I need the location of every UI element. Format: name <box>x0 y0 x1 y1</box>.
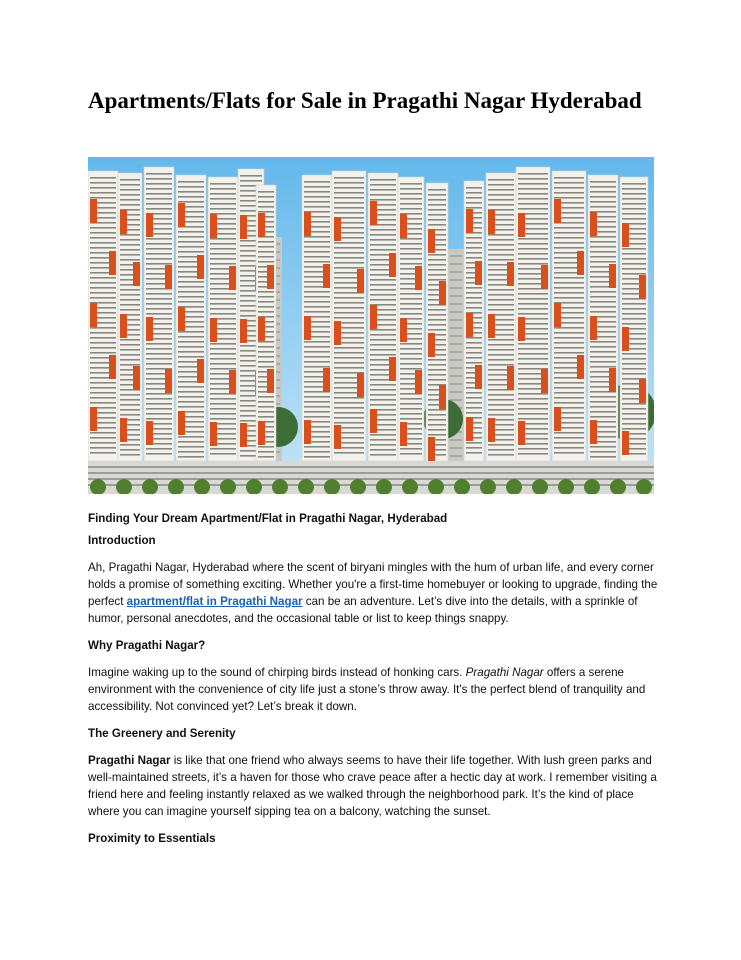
greenery-bold: Pragathi Nagar <box>88 754 171 767</box>
main-subheading: Finding Your Dream Apartment/Flat in Pragathi Nagar, Hyderabad <box>88 512 448 525</box>
why-text: Imagine waking up to the sound of chirping birds instead of honking cars. <box>88 666 466 679</box>
greenery-heading: The Greenery and Serenity <box>88 727 236 740</box>
why-heading: Why Pragathi Nagar? <box>88 639 206 652</box>
why-paragraph <box>88 664 658 715</box>
intro-paragraph <box>88 559 658 627</box>
intro-text: Ah, Pragathi Nagar, Hyderabad where the scent of biryani mingles with the hum of urban life, and every corner holds a promise of something exciting. Whether you're a first-time homebuyer or looking to upgrade, finding the perfect <box>88 561 658 608</box>
why-emphasis: Pragathi Nagar <box>465 666 544 679</box>
pragathi-nagar-link[interactable]: apartment/flat in Pragathi Nagar <box>126 595 303 608</box>
proximity-heading: Proximity to Essentials <box>88 832 216 845</box>
greenery-text: is like that one friend who always seems to have their life together. With lush green parks and well-maintained streets, it’s a haven for those who crave peace after a hectic day at work. I remember visiting a friend here and feeling instantly relaxed as we walked through the neighborhood park. It’s the kind of place where you can imagine yourself sipping tea on a balcony, watching the sunset. <box>88 754 657 818</box>
introduction-heading: Introduction <box>88 534 156 547</box>
intro-text-end: can be an adventure. Let’s dive into the details, with a sprinkle of humor, personal anecdotes, and the occasional table or list to keep things snappy. <box>88 595 638 625</box>
why-text-end: offers a serene environment with the convenience of city life just a stone’s throw away. It's the perfect blend of tranquility and accessibility. Not convinced yet? Let’s break it down. <box>88 666 646 713</box>
apartment-towers-image <box>88 157 654 494</box>
article-body <box>88 510 658 847</box>
page-title: Apartments/Flats for Sale in Pragathi Nagar Hyderabad <box>88 88 642 113</box>
greenery-paragraph <box>88 752 658 820</box>
